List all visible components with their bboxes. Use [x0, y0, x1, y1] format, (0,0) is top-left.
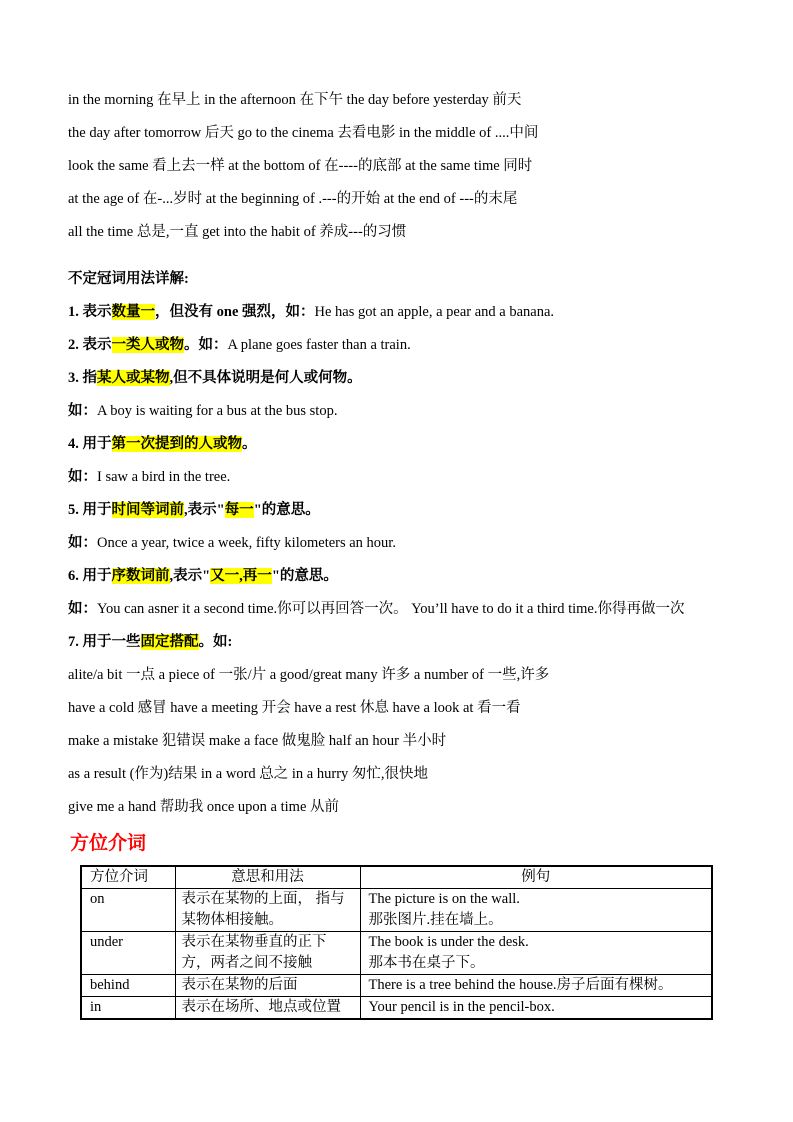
table-header-example: 例句 [360, 866, 712, 889]
meaning-line: 表示在某物的上面， 指与 [181, 891, 345, 907]
phrase-line: all the time 总是,一直 get into the habit of 养成---的习惯 [68, 224, 407, 240]
meaning-line: 表示在场所、地点或位置 [181, 999, 341, 1015]
example-line: There is a tree behind the house.房子后面有棵树。 [368, 977, 673, 993]
preposition-cell: on [81, 889, 175, 932]
prepositions-heading: 方位介词 [70, 833, 147, 854]
example-line: Your pencil is in the pencil-box. [368, 999, 555, 1015]
fixed-phrase-line: make a mistake 犯错误 make a face 做鬼脸 half an hour 半小时 [68, 733, 447, 749]
table-header-meaning: 意思和用法 [175, 866, 360, 889]
table-header-word: 方位介词 [81, 866, 175, 889]
articles-section [68, 263, 743, 824]
example-line: The book is under the desk. [368, 934, 529, 950]
meaning-cell [175, 889, 360, 932]
example-cell [360, 932, 712, 975]
article-rule-2: 2. 表示一类人或物。如：A plane goes faster than a train. [68, 337, 411, 353]
phrase-line: in the morning 在早上 in the afternoon 在下午 the day before yesterday 前天 [68, 92, 522, 108]
fixed-phrase-line: have a cold 感冒 have a meeting 开会 have a rest 休息 have a look at 看一看 [68, 700, 521, 716]
article-rule-5: 5. 用于时间等词前,表示"每一"的意思。 [68, 502, 320, 518]
article-rule-7: 7. 用于一些固定搭配。如: [68, 634, 233, 650]
article-example-line: 如：You can asner it a second time.你可以再回答一次。 You’ll have to do it a third time.你得再做一次 [68, 601, 685, 617]
meaning-cell [175, 997, 360, 1020]
meaning-line: 表示在某物的后面 [181, 977, 298, 993]
meaning-cell [175, 932, 360, 975]
example-line: 那本书在桌子下。 [368, 955, 485, 971]
meaning-line: 方，两者之间不接触 [181, 955, 312, 971]
fixed-phrase-line: as a result (作为)结果 in a word 总之 in a hurry 匆忙,很快地 [68, 766, 429, 782]
example-line: 那张图片.挂在墙上。 [368, 912, 503, 928]
article-example-line: 如：Once a year, twice a week, fifty kilometers an hour. [68, 535, 396, 551]
article-rule-6: 6. 用于序数词前,表示"又一,再一"的意思。 [68, 568, 338, 584]
table-row-on [81, 889, 712, 932]
prepositions-table [80, 865, 713, 1020]
article-rule-3: 3. 指某人或某物,但不具体说明是何人或何物。 [68, 370, 362, 386]
example-line: The picture is on the wall. [368, 891, 520, 907]
table-row-in [81, 997, 712, 1020]
preposition-cell: under [81, 932, 175, 975]
article-example-line: 如：I saw a bird in the tree. [68, 469, 231, 485]
preposition-cell: in [81, 997, 175, 1020]
phrase-list-top [68, 84, 743, 249]
table-row-under [81, 932, 712, 975]
article-example-line: 如：A boy is waiting for a bus at the bus stop. [68, 403, 338, 419]
meaning-cell [175, 975, 360, 997]
example-cell [360, 975, 712, 997]
example-cell [360, 997, 712, 1020]
table-row-behind [81, 975, 712, 997]
example-cell [360, 889, 712, 932]
fixed-phrase-line: alite/a bit 一点 a piece of 一张/片 a good/great many 许多 a number of 一些,许多 [68, 667, 550, 683]
preposition-cell: behind [81, 975, 175, 997]
articles-section-heading: 不定冠词用法详解: [68, 271, 189, 287]
fixed-phrase-line: give me a hand 帮助我 once upon a time 从前 [68, 799, 340, 815]
meaning-line: 某物体相接触。 [181, 912, 283, 928]
phrase-line: look the same 看上去一样 at the bottom of 在----的底部 at the same time 同时 [68, 158, 533, 174]
meaning-line: 表示在某物垂直的正下 [181, 934, 327, 950]
phrase-line: at the age of 在-...岁时 at the beginning of .---的开始 at the end of ---的末尾 [68, 191, 518, 207]
article-rule-4: 4. 用于第一次提到的人或物。 [68, 436, 257, 452]
phrase-line: the day after tomorrow 后天 go to the cinema 去看电影 in the middle of ....中间 [68, 125, 539, 141]
table-header-row [81, 866, 712, 889]
article-rule-1: 1. 表示数量一，但没有 one 强烈，如：He has got an apple, a pear and a banana. [68, 304, 555, 320]
